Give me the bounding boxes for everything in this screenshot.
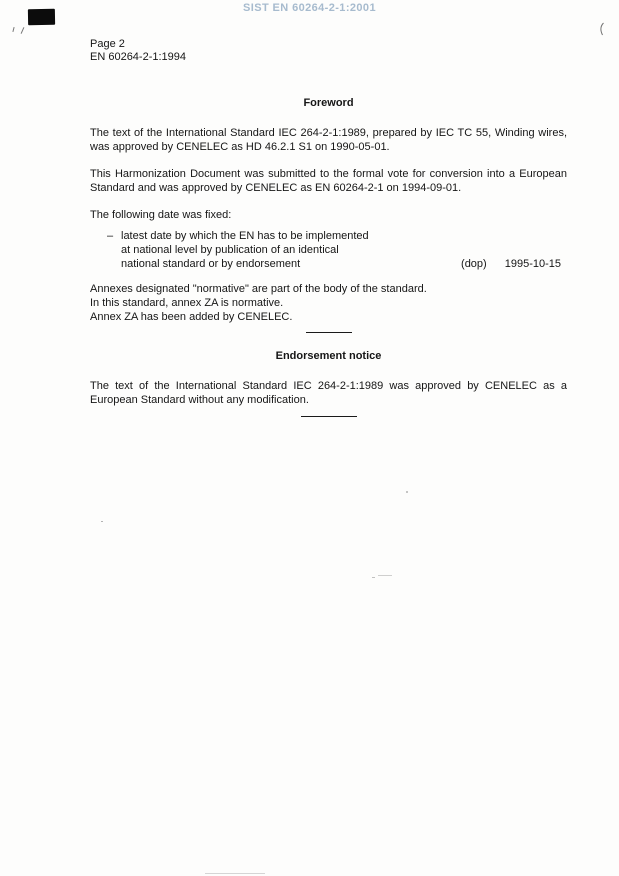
dates-fixed-intro: The following date was fixed: <box>90 209 232 221</box>
date-item-line: latest date by which the EN has to be implemented <box>121 230 369 242</box>
annex-note <box>90 282 567 324</box>
watermark-header: SIST EN 60264-2-1:2001 <box>243 2 376 14</box>
endorsement-title: Endorsement notice <box>275 350 382 362</box>
endorsement-paragraph: The text of the International Standard IEC 264-2-1:1989 was approved by CENELEC as a European Standard without any modification. <box>90 380 567 406</box>
foreword-paragraph-1: The text of the International Standard IEC 264-2-1:1989, prepared by IEC TC 55, Winding wires, was approved by CENELEC as HD 46.2.1 S1 on 1990-05-01. <box>90 127 567 153</box>
section-divider <box>301 416 357 417</box>
page-number: Page 2 <box>90 38 125 50</box>
page-content <box>0 0 619 417</box>
page-identification <box>90 38 567 64</box>
annex-note-line: Annex ZA has been added by CENELEC. <box>90 311 293 323</box>
date-list-item <box>90 229 567 271</box>
date-item-line: national standard or by endorsement <box>121 258 301 270</box>
scan-artifact-speck <box>406 491 408 493</box>
spacer <box>421 229 461 271</box>
foreword-paragraph-2: This Harmonization Document was submitted to the formal vote for conversion into a European Standard and was approved by CENELEC as EN 60264-2-1 on 1994-09-01. <box>90 168 567 194</box>
date-item-text <box>121 229 421 271</box>
section-divider <box>306 332 352 333</box>
dop-date: 1995-10-15 <box>504 258 561 270</box>
list-item-dash: – <box>107 230 114 242</box>
annex-note-line: In this standard, annex ZA is normative. <box>90 297 284 309</box>
scan-artifact-smudge <box>205 873 265 874</box>
dop-label: (dop) <box>461 258 487 270</box>
foreword-title: Foreword <box>303 97 354 109</box>
scan-artifact-speck <box>378 575 392 576</box>
annex-note-line: Annexes designated "normative" are part of the body of the standard. <box>90 283 427 295</box>
scan-artifact-speck <box>372 577 375 578</box>
scan-artifact-speck <box>101 521 103 522</box>
standard-reference: EN 60264-2-1:1994 <box>90 51 187 63</box>
date-item-line: at national level by publication of an identical <box>121 244 339 256</box>
